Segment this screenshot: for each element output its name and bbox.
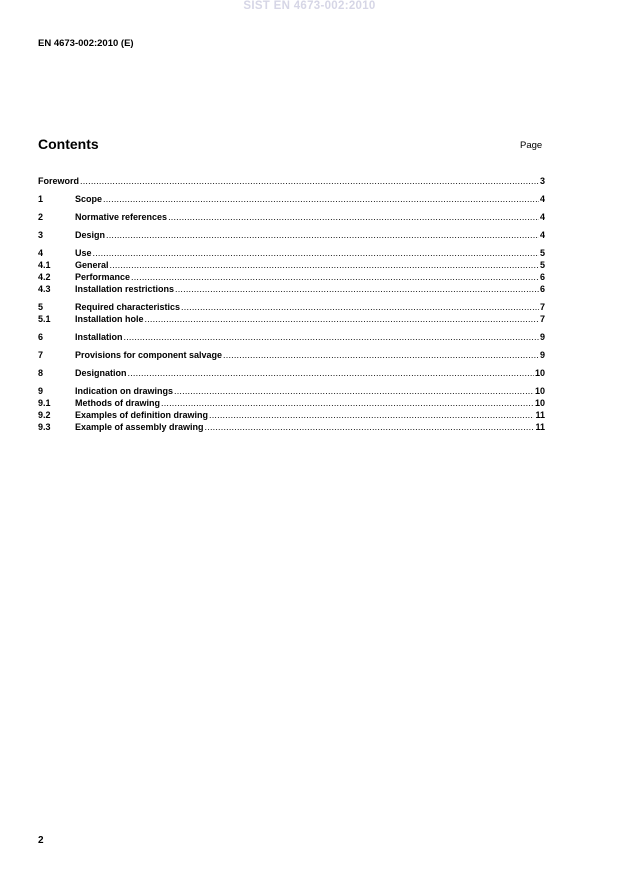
- toc-entry-title: Required characteristics: [75, 302, 181, 312]
- toc-entry-number: 8: [38, 368, 44, 378]
- toc-entry-number: 9: [38, 386, 44, 396]
- dot-leader: [205, 421, 535, 433]
- dot-leader: [128, 367, 534, 379]
- toc-entry-title: Methods of drawing: [75, 398, 160, 408]
- toc-entry-normative-references[interactable]: [38, 211, 545, 223]
- page-column-label: Page: [520, 140, 543, 151]
- dot-leader: [110, 259, 539, 271]
- dot-leader: [103, 193, 539, 205]
- toc-entry-title: Performance: [75, 272, 131, 282]
- toc-entry-number: 5: [38, 302, 44, 312]
- toc-entry-title: Examples of definition drawing: [75, 410, 209, 420]
- toc-entry-page: 7: [539, 314, 545, 324]
- toc-entry-number: 9.3: [38, 422, 51, 432]
- toc-entry-page: 7: [539, 302, 545, 312]
- toc-entry-title: Normative references: [75, 212, 168, 222]
- dot-leader: [106, 229, 539, 241]
- toc-entry-indication-on-drawings[interactable]: [38, 385, 545, 397]
- toc-entry-number: 4.2: [38, 272, 51, 282]
- toc-entry-page: 10: [534, 386, 545, 396]
- toc-entry-page: 11: [535, 410, 545, 420]
- dot-leader: [174, 385, 534, 397]
- toc-entry-title: Foreword: [38, 176, 80, 186]
- toc-entry-number: 9.1: [38, 398, 51, 408]
- toc-entry-page: 4: [539, 194, 545, 204]
- toc-entry-methods-of-drawing[interactable]: [38, 397, 545, 409]
- toc-entry-page: 6: [539, 284, 545, 294]
- toc-entry-title: Designation: [75, 368, 127, 378]
- toc-entry-number: 2: [38, 212, 44, 222]
- toc-entry-page: 3: [539, 176, 545, 186]
- dot-leader: [93, 247, 539, 259]
- dot-leader: [223, 349, 539, 361]
- toc-entry-title: Installation: [75, 332, 123, 342]
- toc-entry-number: 7: [38, 350, 44, 360]
- toc-entry-page: 4: [539, 212, 545, 222]
- toc-entry-page: 11: [535, 422, 545, 432]
- page-number: 2: [38, 835, 44, 846]
- toc-entry-number: 1: [38, 194, 44, 204]
- toc-entry-scope[interactable]: [38, 193, 545, 205]
- document-id: EN 4673-002:2010 (E): [38, 38, 134, 49]
- toc-entry-page: 10: [534, 368, 545, 378]
- dot-leader: [209, 409, 534, 421]
- toc-entry-use[interactable]: [38, 247, 545, 259]
- toc-entry-number: 9.2: [38, 410, 51, 420]
- toc-entry-title: Example of assembly drawing: [75, 422, 204, 432]
- table-of-contents: [38, 175, 545, 433]
- toc-entry-page: 6: [539, 272, 545, 282]
- toc-entry-title: Design: [75, 230, 106, 240]
- toc-entry-performance[interactable]: [38, 271, 545, 283]
- toc-entry-page: 9: [539, 332, 545, 342]
- toc-entry-foreword[interactable]: [38, 175, 545, 187]
- toc-entry-installation-hole[interactable]: [38, 313, 545, 325]
- dot-leader: [145, 313, 539, 325]
- toc-entry-example-of-assembly-drawing[interactable]: [38, 421, 545, 433]
- toc-entry-title: Use: [75, 248, 92, 258]
- toc-entry-required-characteristics[interactable]: [38, 301, 545, 313]
- toc-entry-general[interactable]: [38, 259, 545, 271]
- toc-entry-title: General: [75, 260, 109, 270]
- toc-entry-page: 5: [539, 248, 545, 258]
- toc-entry-title: Installation restrictions: [75, 284, 175, 294]
- toc-entry-title: Scope: [75, 194, 103, 204]
- page-title: Contents: [38, 136, 99, 152]
- dot-leader: [131, 271, 539, 283]
- toc-entry-page: 5: [539, 260, 545, 270]
- toc-entry-title: Provisions for component salvage: [75, 350, 223, 360]
- toc-entry-page: 10: [534, 398, 545, 408]
- toc-entry-title: Installation hole: [75, 314, 144, 324]
- dot-leader: [181, 301, 539, 313]
- toc-entry-provisions-for-component-salvage[interactable]: [38, 349, 545, 361]
- toc-entry-installation-restrictions[interactable]: [38, 283, 545, 295]
- watermark: SIST EN 4673-002:2010: [243, 0, 376, 12]
- toc-entry-number: 5.1: [38, 314, 51, 324]
- toc-entry-page: 9: [539, 350, 545, 360]
- dot-leader: [175, 283, 539, 295]
- toc-entry-title: Indication on drawings: [75, 386, 174, 396]
- dot-leader: [168, 211, 539, 223]
- dot-leader: [124, 331, 539, 343]
- toc-entry-number: 4.3: [38, 284, 51, 294]
- toc-entry-number: 4.1: [38, 260, 51, 270]
- toc-entry-installation[interactable]: [38, 331, 545, 343]
- toc-entry-design[interactable]: [38, 229, 545, 241]
- toc-entry-number: 4: [38, 248, 44, 258]
- toc-entry-page: 4: [539, 230, 545, 240]
- dot-leader: [161, 397, 534, 409]
- dot-leader: [80, 175, 539, 187]
- toc-entry-number: 6: [38, 332, 44, 342]
- toc-entry-examples-of-definition-drawing[interactable]: [38, 409, 545, 421]
- toc-entry-number: 3: [38, 230, 44, 240]
- toc-entry-designation[interactable]: [38, 367, 545, 379]
